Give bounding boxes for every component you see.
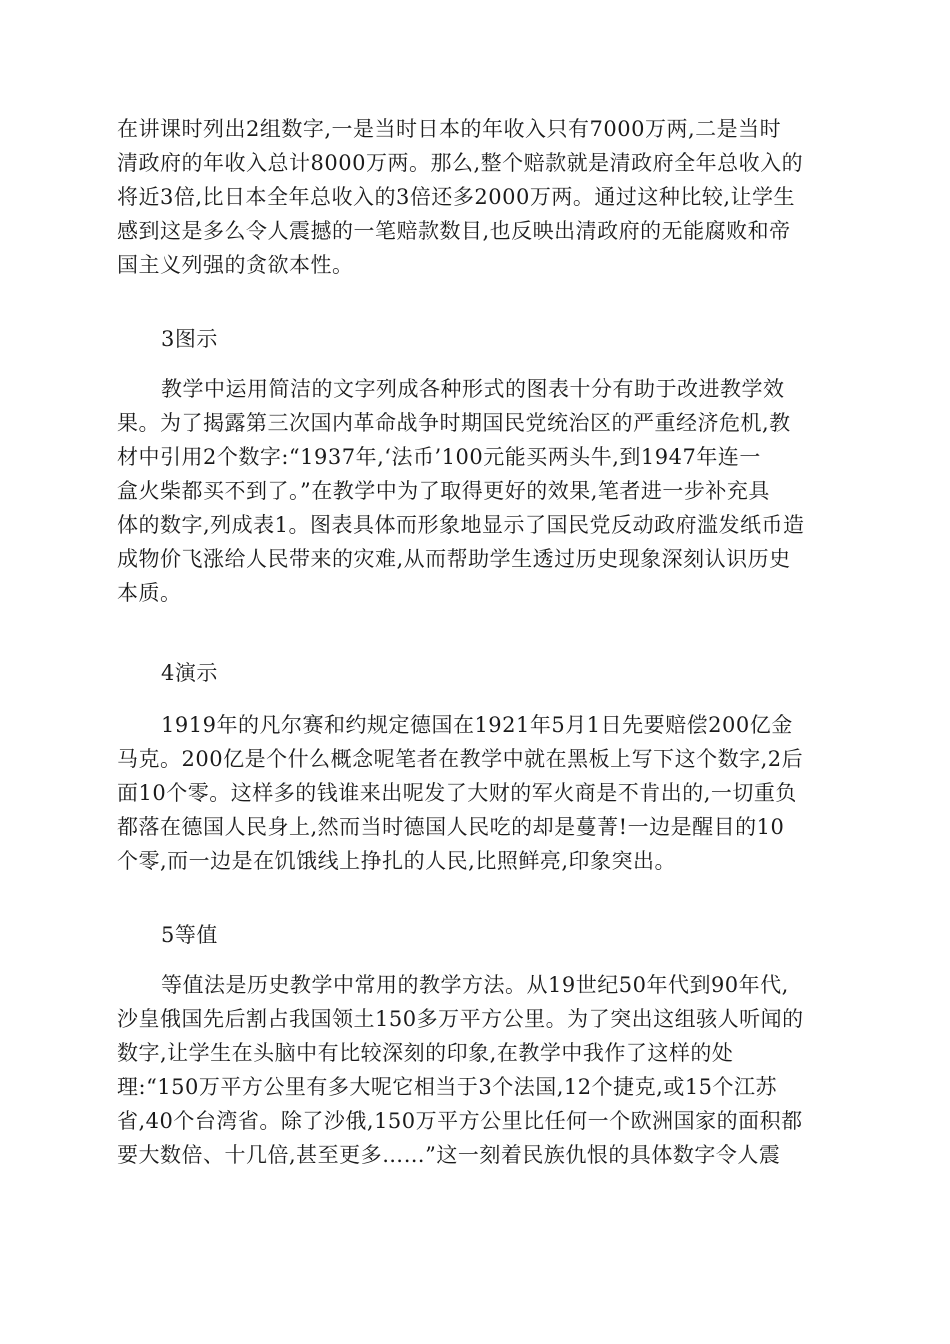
paragraph-line: 1919年的凡尔赛和约规定德国在1921年5月1日先要赔偿200亿金 <box>161 713 793 737</box>
paragraph-line: 果。为了揭露第三次国内革命战争时期国民党统治区的严重经济危机,教 <box>117 411 791 435</box>
section-heading: 3图示 <box>161 327 218 351</box>
paragraph-2 <box>117 372 837 610</box>
paragraph-line: 体的数字,列成表1。图表具体而形象地显示了国民党反动政府滥发纸币造 <box>117 513 805 537</box>
paragraph-line: 将近3倍,比日本全年总收入的3倍还多2000万两。通过这种比较,让学生 <box>117 185 796 209</box>
paragraph-line: 本质。 <box>117 581 182 605</box>
paragraph-3 <box>117 708 837 878</box>
paragraph-line: 盒火柴都买不到了。”在教学中为了取得更好的效果,笔者进一步补充具 <box>117 479 770 503</box>
paragraph-line: 国主义列强的贪欲本性。 <box>117 253 354 277</box>
paragraph-line: 面10个零。这样多的钱谁来出呢发了大财的军火商是不肯出的,一切重负 <box>117 781 797 805</box>
section-heading: 5等值 <box>161 923 218 947</box>
paragraph-line: 省,40个台湾省。除了沙俄,150万平方公里比任何一个欧洲国家的面积都 <box>117 1109 803 1133</box>
section-heading-4 <box>117 656 837 690</box>
paragraph-line: 等值法是历史教学中常用的教学方法。从19世纪50年代到90年代, <box>161 973 789 997</box>
paragraph-line: 理:“150万平方公里有多大呢它相当于3个法国,12个捷克,或15个江苏 <box>117 1075 778 1099</box>
paragraph-line: 清政府的年收入总计8000万两。那么,整个赔款就是清政府全年总收入的 <box>117 151 804 175</box>
paragraph-line: 都落在德国人民身上,然而当时德国人民吃的却是蔓菁!一边是醒目的10 <box>117 815 785 839</box>
paragraph-line: 材中引用2个数字:“1937年,‘法币’100元能买两头牛,到1947年连一 <box>117 445 761 469</box>
paragraph-line: 感到这是多么令人震撼的一笔赔款数目,也反映出清政府的无能腐败和帝 <box>117 219 791 243</box>
paragraph-line: 在讲课时列出2组数字,一是当时日本的年收入只有7000万两,二是当时 <box>117 117 782 141</box>
paragraph-line: 个零,而一边是在饥饿线上挣扎的人民,比照鲜亮,印象突出。 <box>117 849 677 873</box>
paragraph-line: 数字,让学生在头脑中有比较深刻的印象,在教学中我作了这样的处 <box>117 1041 734 1065</box>
section-heading-3 <box>117 322 837 356</box>
paragraph-1 <box>117 112 837 282</box>
paragraph-line: 马克。200亿是个什么概念呢笔者在教学中就在黑板上写下这个数字,2后 <box>117 747 804 771</box>
paragraph-line: 沙皇俄国先后割占我国领土150多万平方公里。为了突出这组骇人听闻的 <box>117 1007 804 1031</box>
section-heading-5 <box>117 918 837 952</box>
paragraph-4 <box>117 968 837 1172</box>
paragraph-line: 要大数倍、十几倍,甚至更多……”这一刻着民族仇恨的具体数字令人震 <box>117 1143 781 1167</box>
paragraph-line: 教学中运用简洁的文字列成各种形式的图表十分有助于改进教学效 <box>161 377 785 401</box>
section-heading: 4演示 <box>161 661 218 685</box>
paragraph-line: 成物价飞涨给人民带来的灾难,从而帮助学生透过历史现象深刻认识历史 <box>117 547 791 571</box>
